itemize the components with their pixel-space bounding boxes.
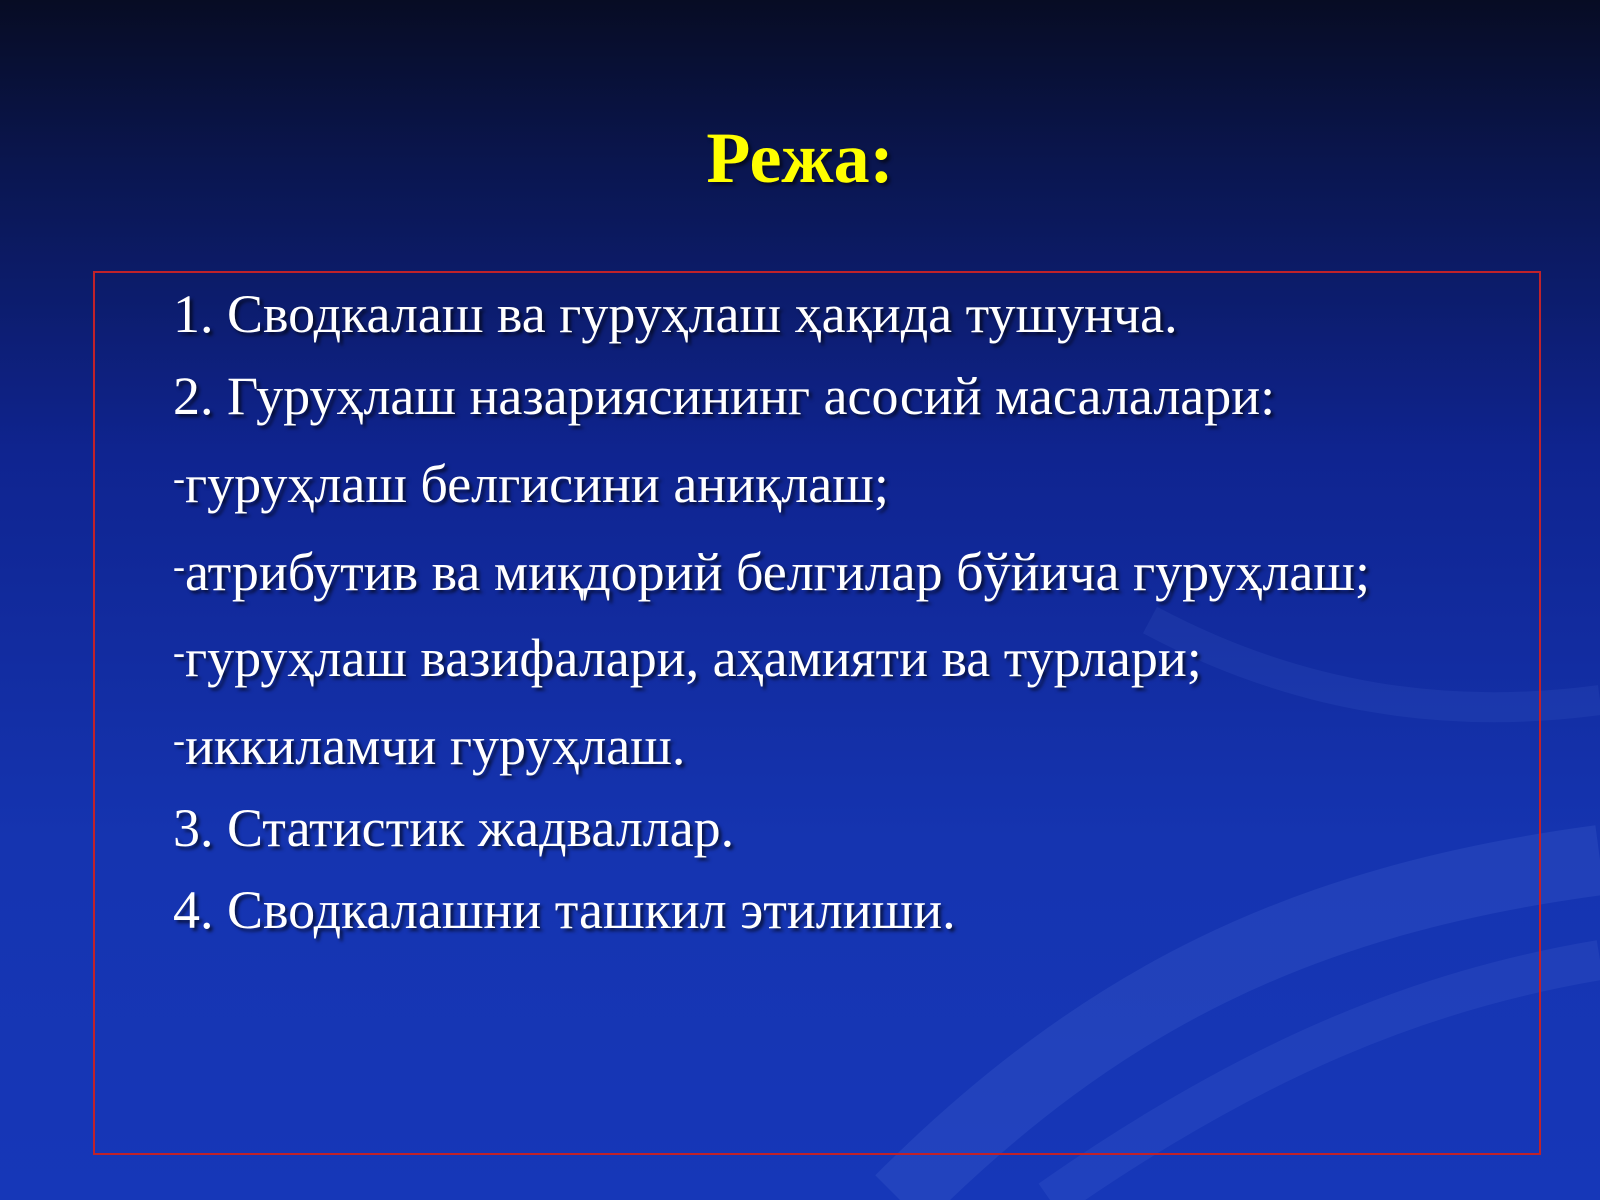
plan-item-text: гуруҳлаш вазифалари, аҳамияти ва турлари;: [185, 628, 1202, 688]
plan-item-text: 1. Сводкалаш ва гуруҳлаш ҳақида тушунча.: [173, 284, 1178, 344]
plan-item-2: [111, 365, 1523, 427]
dash-bullet: -: [173, 632, 185, 672]
plan-item-3: [111, 797, 1523, 859]
plan-item-4: [111, 879, 1523, 941]
plan-item-text: атрибутив ва миқдорий белгилар бўйича гуруҳлаш;: [185, 542, 1370, 602]
slide-title: Режа:: [706, 118, 894, 198]
dash-bullet: -: [173, 720, 185, 760]
plan-item-1: [111, 283, 1523, 345]
plan-list: [111, 283, 1523, 961]
plan-subitem-1: [111, 447, 1523, 515]
plan-item-text: 2. Гуруҳлаш назариясининг асосий масалалари:: [173, 366, 1276, 426]
plan-item-text: 3. Статистик жадваллар.: [173, 798, 735, 858]
content-box: [93, 271, 1541, 1155]
plan-item-text: иккиламчи гуруҳлаш.: [185, 716, 686, 776]
plan-item-text: гуруҳлаш белгисини аниқлаш;: [185, 454, 889, 514]
plan-subitem-2: [111, 535, 1523, 603]
plan-subitem-3: [111, 621, 1523, 689]
plan-subitem-4: [111, 709, 1523, 777]
plan-item-text: 4. Сводкалашни ташкил этилиши.: [173, 880, 956, 940]
dash-bullet: -: [173, 546, 185, 586]
dash-bullet: -: [173, 458, 185, 498]
